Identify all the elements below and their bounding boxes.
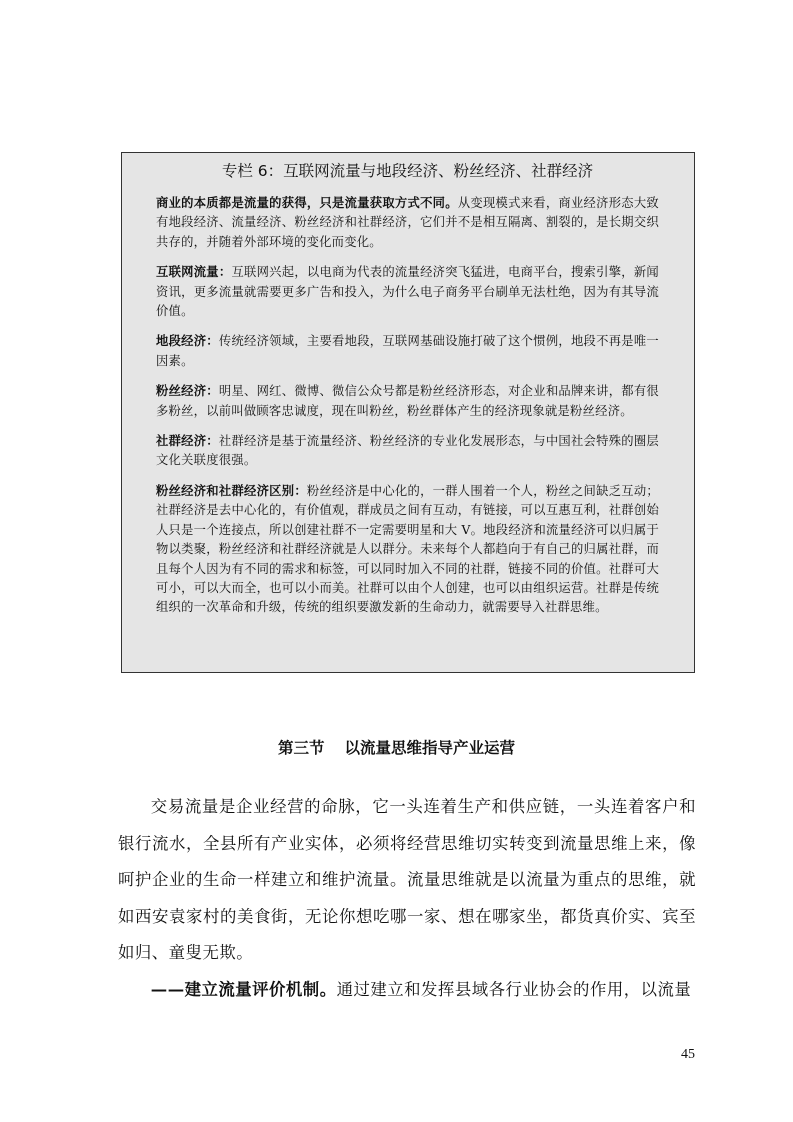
sidebar-paragraph-internet (156, 262, 659, 321)
section-title: 以流量思维指导产业运营 (344, 739, 516, 757)
internet-lead: 互联网流量： (156, 264, 232, 280)
fans-text: 明星、网红、微博、微信公众号都是粉丝经济形态，对企业和品牌来讲，都有很多粉丝，以前叫做顾客忠诚度，现在叫粉丝，粉丝群体产生的经济现象就是粉丝经济。 (156, 384, 659, 418)
location-text: 传统经济领域，主要看地段，互联网基础设施打破了这个惯例，地段不再是唯一因素。 (156, 334, 659, 368)
community-text: 社群经济是基于流量经济、粉丝经济的专业化发展形态，与中国社会特殊的圈层文化关联度很强。 (156, 434, 659, 468)
sidebar-title: 专栏 6：互联网流量与地段经济、粉丝经济、社群经济 (221, 162, 594, 180)
body-paragraph-1: 交易流量是企业经营的命脉，它一头连着生产和供应链，一头连着客户和银行流水，全县所有产业实体，必须将经营思维切实转变到流量思维上来，像呵护企业的生命一样建立和维护流量。流量思维就是以流量为重点的思维，就如西安袁家村的美食街，无论你想吃哪一家、想在哪家坐，都货真价实、宾至如归、童叟无欺。 (118, 797, 696, 962)
page-number: 45 (681, 1047, 695, 1062)
section-heading (0, 738, 793, 758)
intro-text: 从变现模式来看，商业经济形态大致有地段经济、流量经济、粉丝经济和社群经济，它们并不是相互隔离、割裂的，是长期交织共存的，并随着外部环境的变化而变化。 (156, 196, 659, 249)
body-paragraph-2-text: 通过建立和发挥县域各行业协会的作用，以流量 (336, 979, 692, 999)
body-text (118, 789, 696, 1008)
difference-lead: 粉丝经济和社群经济区别： (156, 482, 307, 498)
sidebar-box (121, 152, 695, 673)
sidebar-paragraph-location (156, 331, 659, 371)
intro-lead: 商业的本质都是流量的获得，只是流量获取方式不同。 (156, 195, 458, 210)
sidebar-paragraph-difference (156, 481, 659, 618)
internet-text: 互联网兴起，以电商为代表的流量经济突飞猛进，电商平台，搜索引擎，新闻资讯，更多流量就需要更多广告和投入，为什么电子商务平台刷单无法杜绝，因为有其导流价值。 (156, 265, 659, 319)
sidebar-paragraph-community (156, 431, 659, 471)
difference-text: 粉丝经济是中心化的，一群人围着一个人，粉丝之间缺乏互动；社群经济是去中心化的，有价值观，群成员之间有互动，有链接，可以互惠互利，社群创始人只是一个连接点，所以创建社群不一定需要明星和大 V。地段经济和流量经济可以归属于物以类聚，粉丝经济和社群经济就是人以群分。未来每个人都趋向于有自己的归属社群，而且每个人因为有不同的需求和标签，可以同时加入不同的社群，链接不同的价值。社群可大可小，可以大而全，也可以小而美。社群可以由个人创建，也可以由组织运营。社群是传统组织的一次革命和升级，传统的组织要激发新的生命动力，就需要导入社群思维。 (156, 483, 659, 615)
community-lead: 社群经济： (156, 433, 219, 449)
location-lead: 地段经济： (156, 333, 219, 349)
body-paragraph-2-lead: ——建立流量评价机制。 (150, 979, 337, 999)
section-number: 第三节 (277, 739, 325, 757)
fans-lead: 粉丝经济： (156, 383, 219, 399)
sidebar-paragraph-intro (156, 193, 659, 252)
sidebar-paragraph-fans (156, 381, 659, 421)
body-paragraph-2 (118, 972, 696, 1009)
